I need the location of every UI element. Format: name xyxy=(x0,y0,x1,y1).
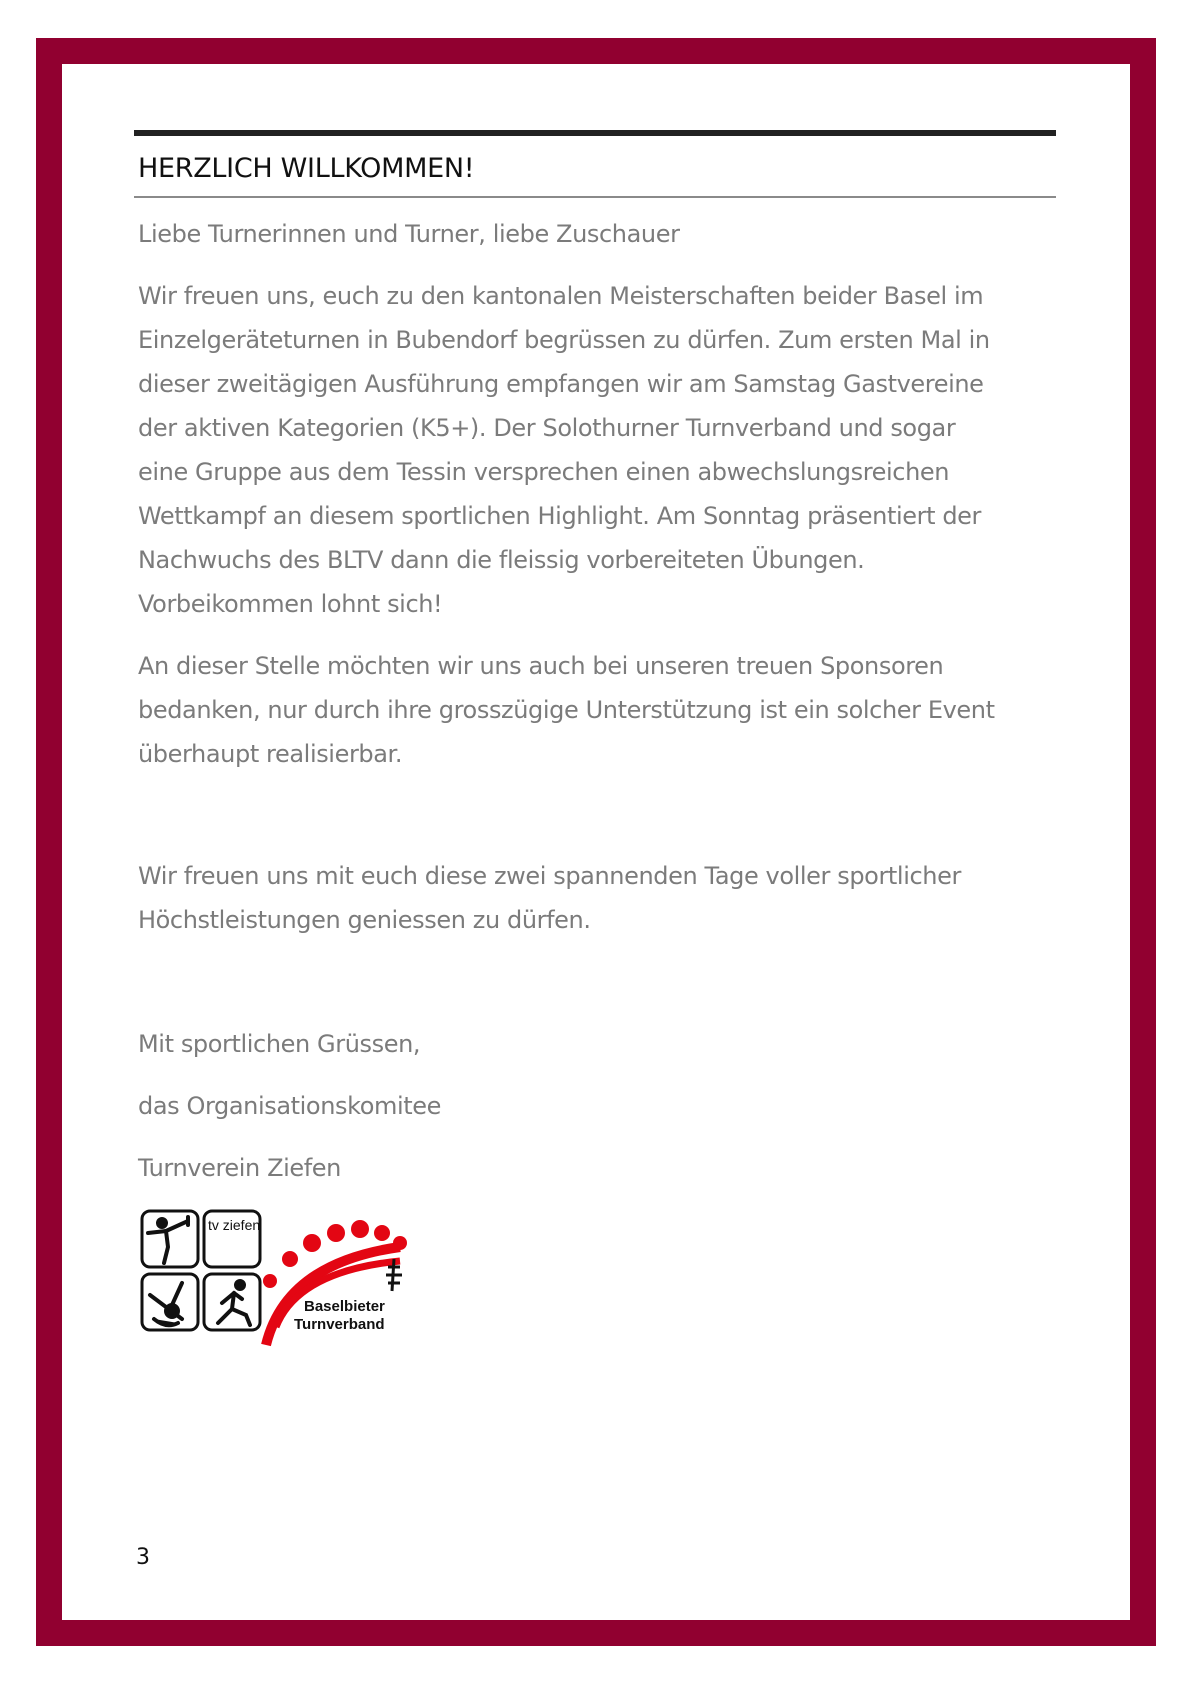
signature-committee: das Organisationskomitee xyxy=(138,1092,442,1120)
sponsor-logos xyxy=(138,1207,438,1347)
text-line: dieser zweitägigen Ausführung empfangen wir am Samstag Gastvereine xyxy=(138,370,984,398)
text-line: Höchstleistungen geniessen zu dürfen. xyxy=(138,906,591,934)
heading-underline xyxy=(134,196,1056,198)
bltv-text-line1: Baselbieter xyxy=(304,1298,385,1315)
signature-club: Turnverein Ziefen xyxy=(138,1154,341,1182)
text-line: An dieser Stelle möchten wir uns auch bei unseren treuen Sponsoren xyxy=(138,652,944,680)
text-line: Wettkampf an diesem sportlichen Highlight. Am Sonntag präsentiert der xyxy=(138,502,981,530)
paragraph-closing-wish xyxy=(138,854,1056,942)
closing-salutation: Mit sportlichen Grüssen, xyxy=(138,1030,421,1058)
gymnast-icon xyxy=(148,1217,188,1263)
text-line: überhaupt realisierbar. xyxy=(138,740,403,768)
page-heading: HERZLICH WILLKOMMEN! xyxy=(138,153,475,184)
text-line: der aktiven Kategorien (K5+). Der Solothurner Turnverband und sogar xyxy=(138,414,956,442)
text-line: Wir freuen uns mit euch diese zwei spannenden Tage voller sportlicher xyxy=(138,862,961,890)
text-line: Einzelgeräteturnen in Bubendorf begrüssen zu dürfen. Zum ersten Mal in xyxy=(138,326,990,354)
text-line: Vorbeikommen lohnt sich! xyxy=(138,590,443,618)
runner-icon xyxy=(218,1281,250,1325)
paragraph-welcome xyxy=(138,274,1056,626)
text-line: eine Gruppe aus dem Tessin versprechen einen abwechslungsreichen xyxy=(138,458,950,486)
text-line: Nachwuchs des BLTV dann die fleissig vorbereiteten Übungen. xyxy=(138,546,865,574)
top-rule xyxy=(134,130,1056,136)
text-line: bedanken, nur durch ihre grosszügige Unterstützung ist ein solcher Event xyxy=(138,696,995,724)
greeting: Liebe Turnerinnen und Turner, liebe Zuschauer xyxy=(138,220,680,248)
paragraph-sponsors xyxy=(138,644,1056,776)
bltv-text-line2: Turnverband xyxy=(294,1316,385,1333)
text-line: Wir freuen uns, euch zu den kantonalen Meisterschaften beider Basel im xyxy=(138,282,984,310)
bltv-logo xyxy=(263,1220,407,1345)
logo-tv-ziefen-text: tv ziefen xyxy=(208,1217,261,1233)
page-number: 3 xyxy=(136,1545,150,1570)
letter-content xyxy=(134,130,1056,1190)
sling-sport-icon xyxy=(150,1283,182,1325)
